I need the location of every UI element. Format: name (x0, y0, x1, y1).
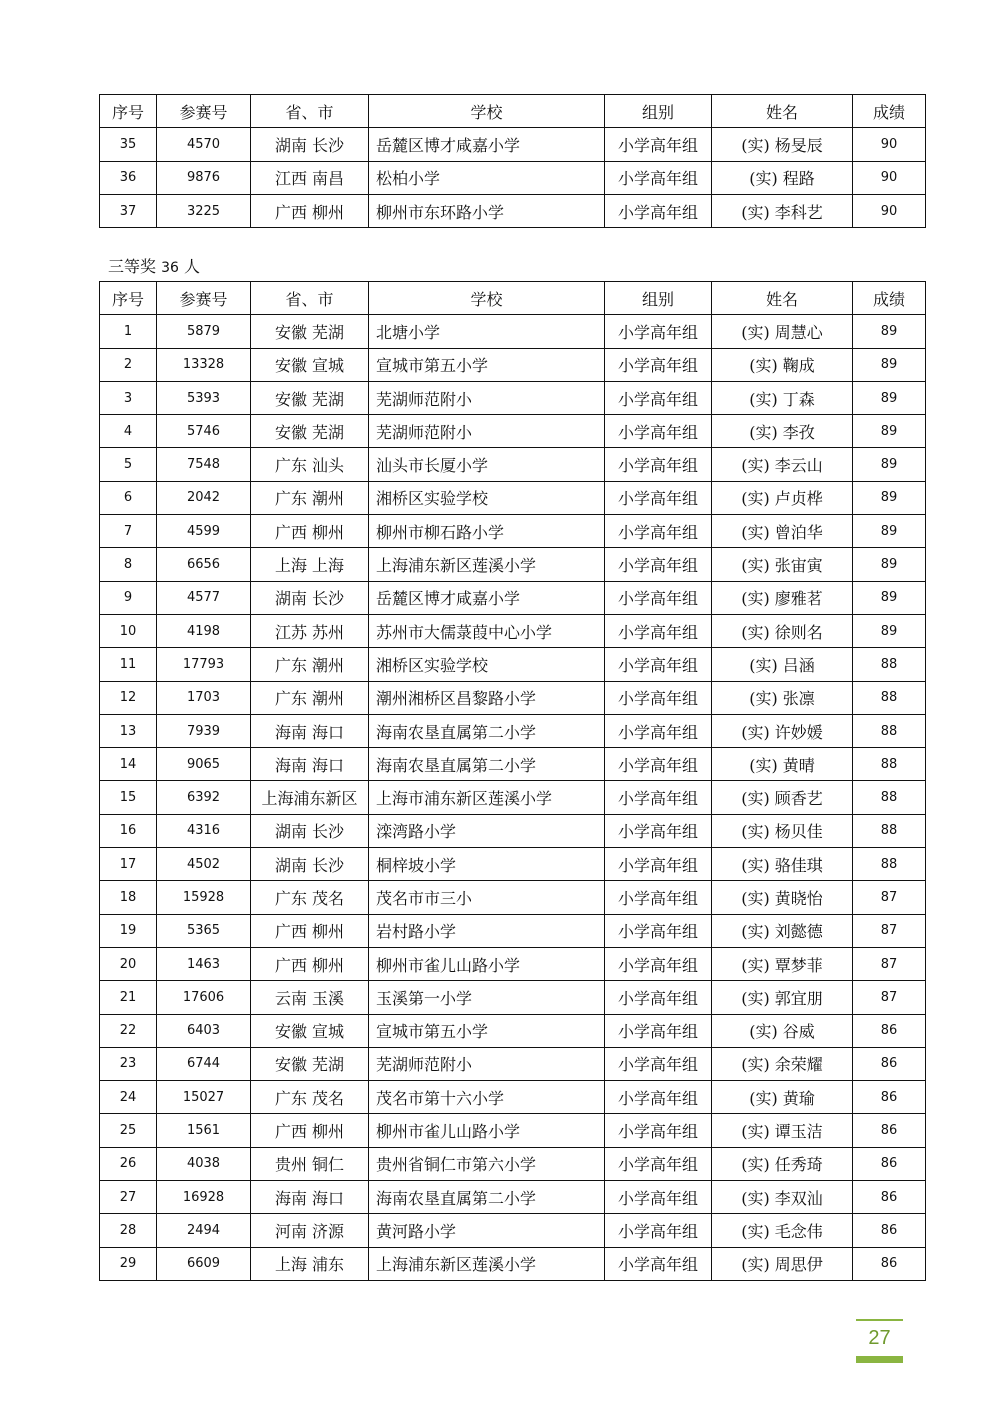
table-row (100, 1247, 926, 1280)
cell-score: 89 (853, 381, 926, 414)
cell-group: 小学高年组 (605, 1081, 712, 1114)
cell-school: 茂名市第十六小学 (369, 1081, 605, 1114)
col-header-school: 学校 (369, 282, 605, 315)
cell-region: 湖南 长沙 (251, 128, 369, 161)
cell-region: 安徽 芜湖 (251, 315, 369, 348)
cell-region: 广东 潮州 (251, 681, 369, 714)
cell-seq: 10 (100, 614, 157, 647)
cell-score: 86 (853, 1114, 926, 1147)
table-row (100, 1047, 926, 1080)
cell-name: (实) 李科艺 (712, 194, 853, 227)
cell-score: 86 (853, 1047, 926, 1080)
col-header-group: 组别 (605, 95, 712, 128)
cell-name: (实) 杨旻辰 (712, 128, 853, 161)
cell-region: 海南 海口 (251, 748, 369, 781)
col-header-name: 姓名 (712, 95, 853, 128)
cell-name: (实) 覃梦菲 (712, 947, 853, 980)
table-row (100, 381, 926, 414)
cell-name: (实) 毛念伟 (712, 1214, 853, 1247)
cell-school: 上海市浦东新区莲溪小学 (369, 781, 605, 814)
cell-region: 广东 潮州 (251, 481, 369, 514)
cell-name: (实) 顾香艺 (712, 781, 853, 814)
cell-name: (实) 黄瑜 (712, 1081, 853, 1114)
cell-school: 贵州省铜仁市第六小学 (369, 1147, 605, 1180)
col-header-score: 成绩 (853, 282, 926, 315)
cell-score: 90 (853, 161, 926, 194)
table-row (100, 1147, 926, 1180)
cell-seq: 6 (100, 481, 157, 514)
col-header-seq: 序号 (100, 282, 157, 315)
cell-score: 86 (853, 1147, 926, 1180)
cell-group: 小学高年组 (605, 1247, 712, 1280)
cell-region: 河南 济源 (251, 1214, 369, 1247)
cell-group: 小学高年组 (605, 415, 712, 448)
cell-school: 柳州市东环路小学 (369, 194, 605, 227)
table-row (100, 128, 926, 161)
cell-region: 海南 海口 (251, 1181, 369, 1214)
cell-seq: 20 (100, 947, 157, 980)
cell-group: 小学高年组 (605, 848, 712, 881)
table-row (100, 194, 926, 227)
cell-school: 松柏小学 (369, 161, 605, 194)
cell-school: 苏州市大儒菉葭中心小学 (369, 614, 605, 647)
cell-seq: 23 (100, 1047, 157, 1080)
cell-entry-no: 4502 (157, 848, 251, 881)
cell-name: (实) 张凛 (712, 681, 853, 714)
cell-region: 广西 柳州 (251, 515, 369, 548)
cell-seq: 24 (100, 1081, 157, 1114)
col-header-seq: 序号 (100, 95, 157, 128)
cell-region: 安徽 芜湖 (251, 415, 369, 448)
table-row (100, 814, 926, 847)
cell-name: (实) 丁森 (712, 381, 853, 414)
cell-region: 安徽 芜湖 (251, 1047, 369, 1080)
table-row (100, 1214, 926, 1247)
cell-score: 89 (853, 448, 926, 481)
cell-name: (实) 徐则名 (712, 614, 853, 647)
cell-school: 岳麓区博才咸嘉小学 (369, 581, 605, 614)
cell-group: 小学高年组 (605, 981, 712, 1014)
cell-name: (实) 刘懿德 (712, 914, 853, 947)
cell-school: 芜湖师范附小 (369, 415, 605, 448)
col-header-name: 姓名 (712, 282, 853, 315)
col-header-school: 学校 (369, 95, 605, 128)
cell-school: 汕头市长厦小学 (369, 448, 605, 481)
cell-entry-no: 7939 (157, 714, 251, 747)
cell-entry-no: 3225 (157, 194, 251, 227)
cell-seq: 17 (100, 848, 157, 881)
cell-score: 86 (853, 1081, 926, 1114)
cell-score: 88 (853, 714, 926, 747)
cell-region: 安徽 芜湖 (251, 381, 369, 414)
cell-seq: 26 (100, 1147, 157, 1180)
cell-score: 89 (853, 581, 926, 614)
cell-group: 小学高年组 (605, 1181, 712, 1214)
cell-group: 小学高年组 (605, 315, 712, 348)
cell-score: 87 (853, 914, 926, 947)
cell-school: 上海浦东新区莲溪小学 (369, 1247, 605, 1280)
table-row (100, 581, 926, 614)
cell-region: 江西 南昌 (251, 161, 369, 194)
table-row (100, 1081, 926, 1114)
cell-seq: 4 (100, 415, 157, 448)
cell-entry-no: 6609 (157, 1247, 251, 1280)
cell-score: 89 (853, 348, 926, 381)
cell-name: (实) 黄晓怡 (712, 881, 853, 914)
table-row (100, 614, 926, 647)
third-prize-caption (108, 257, 200, 278)
table-row (100, 1114, 926, 1147)
cell-score: 89 (853, 614, 926, 647)
cell-name: (实) 任秀琦 (712, 1147, 853, 1180)
cell-name: (实) 杨贝佳 (712, 814, 853, 847)
cell-region: 广东 汕头 (251, 448, 369, 481)
cell-region: 湖南 长沙 (251, 814, 369, 847)
cell-name: (实) 谭玉洁 (712, 1114, 853, 1147)
cell-entry-no: 5393 (157, 381, 251, 414)
cell-seq: 14 (100, 748, 157, 781)
cell-entry-no: 15027 (157, 1081, 251, 1114)
cell-school: 岳麓区博才咸嘉小学 (369, 128, 605, 161)
col-header-entry-no: 参赛号 (157, 95, 251, 128)
table-row (100, 648, 926, 681)
table-row (100, 748, 926, 781)
cell-region: 广西 柳州 (251, 914, 369, 947)
cell-group: 小学高年组 (605, 548, 712, 581)
cell-school: 滦湾路小学 (369, 814, 605, 847)
cell-group: 小学高年组 (605, 748, 712, 781)
cell-name: (实) 曾泊华 (712, 515, 853, 548)
cell-school: 芜湖师范附小 (369, 1047, 605, 1080)
table-row (100, 415, 926, 448)
cell-score: 89 (853, 415, 926, 448)
cell-entry-no: 4316 (157, 814, 251, 847)
cell-name: (实) 程路 (712, 161, 853, 194)
cell-school: 桐梓坡小学 (369, 848, 605, 881)
cell-group: 小学高年组 (605, 881, 712, 914)
cell-seq: 19 (100, 914, 157, 947)
cell-entry-no: 5879 (157, 315, 251, 348)
cell-name: (实) 卢贞桦 (712, 481, 853, 514)
cell-group: 小学高年组 (605, 1114, 712, 1147)
cell-group: 小学高年组 (605, 1214, 712, 1247)
table-row (100, 315, 926, 348)
cell-group: 小学高年组 (605, 448, 712, 481)
table-header-row (100, 282, 926, 315)
table-header-row (100, 95, 926, 128)
cell-school: 宣城市第五小学 (369, 348, 605, 381)
cell-seq: 5 (100, 448, 157, 481)
cell-group: 小学高年组 (605, 681, 712, 714)
cell-entry-no: 7548 (157, 448, 251, 481)
cell-region: 广西 柳州 (251, 947, 369, 980)
cell-region: 云南 玉溪 (251, 981, 369, 1014)
cell-region: 安徽 宣城 (251, 348, 369, 381)
cell-school: 宣城市第五小学 (369, 1014, 605, 1047)
cell-score: 87 (853, 881, 926, 914)
cell-score: 87 (853, 947, 926, 980)
cell-school: 海南农垦直属第二小学 (369, 748, 605, 781)
cell-group: 小学高年组 (605, 348, 712, 381)
cell-entry-no: 13328 (157, 348, 251, 381)
cell-school: 柳州市雀儿山路小学 (369, 947, 605, 980)
cell-entry-no: 4198 (157, 614, 251, 647)
cell-score: 88 (853, 681, 926, 714)
cell-seq: 9 (100, 581, 157, 614)
table-row (100, 515, 926, 548)
col-header-score: 成绩 (853, 95, 926, 128)
cell-seq: 21 (100, 981, 157, 1014)
table-body (100, 128, 926, 228)
col-header-entry-no: 参赛号 (157, 282, 251, 315)
cell-seq: 35 (100, 128, 157, 161)
cell-group: 小学高年组 (605, 947, 712, 980)
cell-entry-no: 16928 (157, 1181, 251, 1214)
cell-region: 贵州 铜仁 (251, 1147, 369, 1180)
table-row (100, 848, 926, 881)
cell-score: 89 (853, 481, 926, 514)
cell-school: 湘桥区实验学校 (369, 481, 605, 514)
cell-name: (实) 许妙媛 (712, 714, 853, 747)
cell-score: 86 (853, 1014, 926, 1047)
cell-region: 江苏 苏州 (251, 614, 369, 647)
cell-seq: 18 (100, 881, 157, 914)
cell-seq: 37 (100, 194, 157, 227)
cell-group: 小学高年组 (605, 128, 712, 161)
cell-group: 小学高年组 (605, 814, 712, 847)
cell-entry-no: 17793 (157, 648, 251, 681)
cell-score: 89 (853, 515, 926, 548)
cell-school: 海南农垦直属第二小学 (369, 714, 605, 747)
cell-score: 88 (853, 648, 926, 681)
cell-entry-no: 1703 (157, 681, 251, 714)
cell-region: 湖南 长沙 (251, 848, 369, 881)
col-header-group: 组别 (605, 282, 712, 315)
cell-school: 岩村路小学 (369, 914, 605, 947)
section-title: 三等奖 (108, 257, 157, 276)
cell-entry-no: 6744 (157, 1047, 251, 1080)
cell-region: 广东 茂名 (251, 1081, 369, 1114)
cell-entry-no: 9065 (157, 748, 251, 781)
cell-group: 小学高年组 (605, 648, 712, 681)
cell-name: (实) 郭宜朋 (712, 981, 853, 1014)
cell-group: 小学高年组 (605, 914, 712, 947)
table-row (100, 714, 926, 747)
cell-score: 88 (853, 748, 926, 781)
cell-region: 安徽 宣城 (251, 1014, 369, 1047)
cell-group: 小学高年组 (605, 1047, 712, 1080)
cell-score: 87 (853, 981, 926, 1014)
cell-entry-no: 2494 (157, 1214, 251, 1247)
cell-region: 上海 浦东 (251, 1247, 369, 1280)
cell-school: 玉溪第一小学 (369, 981, 605, 1014)
cell-entry-no: 4599 (157, 515, 251, 548)
cell-seq: 16 (100, 814, 157, 847)
cell-region: 上海 上海 (251, 548, 369, 581)
table-row (100, 1014, 926, 1047)
table-row (100, 348, 926, 381)
cell-score: 86 (853, 1181, 926, 1214)
cell-seq: 12 (100, 681, 157, 714)
cell-region: 广西 柳州 (251, 1114, 369, 1147)
cell-region: 广东 茂名 (251, 881, 369, 914)
cell-region: 广东 潮州 (251, 648, 369, 681)
cell-school: 北塘小学 (369, 315, 605, 348)
cell-entry-no: 6403 (157, 1014, 251, 1047)
cell-name: (实) 李双汕 (712, 1181, 853, 1214)
cell-name: (实) 谷威 (712, 1014, 853, 1047)
cell-name: (实) 骆佳琪 (712, 848, 853, 881)
cell-seq: 29 (100, 1247, 157, 1280)
cell-name: (实) 周思伊 (712, 1247, 853, 1280)
cell-entry-no: 4038 (157, 1147, 251, 1180)
third-prize-table (99, 281, 926, 1281)
cell-score: 89 (853, 548, 926, 581)
cell-school: 潮州湘桥区昌黎路小学 (369, 681, 605, 714)
cell-group: 小学高年组 (605, 614, 712, 647)
table-row (100, 881, 926, 914)
cell-seq: 8 (100, 548, 157, 581)
cell-name: (实) 吕涵 (712, 648, 853, 681)
cell-score: 89 (853, 315, 926, 348)
table-row (100, 1181, 926, 1214)
cell-seq: 22 (100, 1014, 157, 1047)
cell-school: 柳州市雀儿山路小学 (369, 1114, 605, 1147)
cell-seq: 28 (100, 1214, 157, 1247)
cell-entry-no: 4570 (157, 128, 251, 161)
cell-score: 88 (853, 814, 926, 847)
table-row (100, 947, 926, 980)
table-body (100, 315, 926, 1281)
table-row (100, 681, 926, 714)
cell-seq: 36 (100, 161, 157, 194)
cell-group: 小学高年组 (605, 481, 712, 514)
cell-school: 海南农垦直属第二小学 (369, 1181, 605, 1214)
cell-name: (实) 李孜 (712, 415, 853, 448)
cell-name: (实) 周慧心 (712, 315, 853, 348)
cell-entry-no: 9876 (157, 161, 251, 194)
cell-school: 柳州市柳石路小学 (369, 515, 605, 548)
cell-name: (实) 廖雅茗 (712, 581, 853, 614)
cell-school: 黄河路小学 (369, 1214, 605, 1247)
cell-score: 86 (853, 1247, 926, 1280)
cell-entry-no: 4577 (157, 581, 251, 614)
cell-entry-no: 6656 (157, 548, 251, 581)
cell-seq: 7 (100, 515, 157, 548)
cell-group: 小学高年组 (605, 714, 712, 747)
cell-name: (实) 李云山 (712, 448, 853, 481)
cell-seq: 25 (100, 1114, 157, 1147)
cell-entry-no: 6392 (157, 781, 251, 814)
cell-school: 茂名市市三小 (369, 881, 605, 914)
col-header-region: 省、市 (251, 95, 369, 128)
col-header-region: 省、市 (251, 282, 369, 315)
section-unit: 人 (184, 257, 201, 276)
cell-entry-no: 15928 (157, 881, 251, 914)
cell-group: 小学高年组 (605, 781, 712, 814)
cell-seq: 11 (100, 648, 157, 681)
cell-name: (实) 余荣耀 (712, 1047, 853, 1080)
cell-seq: 13 (100, 714, 157, 747)
cell-entry-no: 1463 (157, 947, 251, 980)
cell-group: 小学高年组 (605, 381, 712, 414)
cell-group: 小学高年组 (605, 515, 712, 548)
cell-entry-no: 5746 (157, 415, 251, 448)
cell-score: 86 (853, 1214, 926, 1247)
cell-school: 上海浦东新区莲溪小学 (369, 548, 605, 581)
cell-score: 90 (853, 128, 926, 161)
page-number: 27 (856, 1319, 903, 1363)
cell-entry-no: 2042 (157, 481, 251, 514)
cell-region: 上海浦东新区 (251, 781, 369, 814)
table-row (100, 481, 926, 514)
cell-seq: 1 (100, 315, 157, 348)
table-row (100, 981, 926, 1014)
cell-seq: 27 (100, 1181, 157, 1214)
cell-group: 小学高年组 (605, 161, 712, 194)
table-row (100, 161, 926, 194)
cell-entry-no: 17606 (157, 981, 251, 1014)
cell-entry-no: 5365 (157, 914, 251, 947)
cell-name: (实) 黄晴 (712, 748, 853, 781)
cell-name: (实) 鞠成 (712, 348, 853, 381)
table-row (100, 548, 926, 581)
cell-region: 海南 海口 (251, 714, 369, 747)
cell-entry-no: 1561 (157, 1114, 251, 1147)
cell-region: 广西 柳州 (251, 194, 369, 227)
cell-seq: 15 (100, 781, 157, 814)
section-count: 36 (161, 260, 179, 276)
cell-school: 湘桥区实验学校 (369, 648, 605, 681)
cell-score: 88 (853, 781, 926, 814)
cell-group: 小学高年组 (605, 194, 712, 227)
cell-group: 小学高年组 (605, 581, 712, 614)
table-row (100, 781, 926, 814)
results-table-continued (99, 94, 926, 228)
cell-region: 湖南 长沙 (251, 581, 369, 614)
cell-name: (实) 张宙寅 (712, 548, 853, 581)
cell-score: 88 (853, 848, 926, 881)
cell-group: 小学高年组 (605, 1014, 712, 1047)
cell-group: 小学高年组 (605, 1147, 712, 1180)
cell-score: 90 (853, 194, 926, 227)
cell-school: 芜湖师范附小 (369, 381, 605, 414)
table-row (100, 914, 926, 947)
table-row (100, 448, 926, 481)
cell-seq: 2 (100, 348, 157, 381)
cell-seq: 3 (100, 381, 157, 414)
